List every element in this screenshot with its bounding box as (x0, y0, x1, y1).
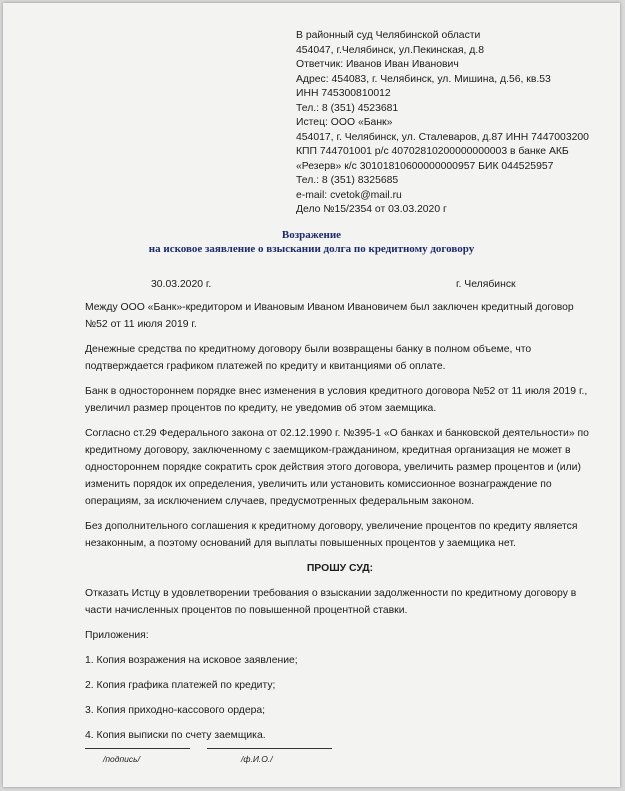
header-line: «Резерв» к/с 30101810600000000957 БИК 044525957 (296, 160, 554, 172)
body-paragraph: Без дополнительного соглашения к кредитному договору, увеличение процентов по кредиту является незаконным, а поэтому оснований для выплаты повышенных процентов у заемщика нет. (85, 521, 578, 549)
header-line: 454017, г. Челябинск, ул. Сталеваров, д.87 ИНН 7447003200 (296, 131, 589, 143)
title-main: Возражение (281, 229, 342, 241)
document-title (3, 228, 620, 256)
title-sub: на исковое заявление о взыскании долга по кредитному договору (148, 243, 475, 255)
header-line: Адрес: 454083, г. Челябинск, ул. Мишина, д.56, кв.53 (296, 73, 551, 85)
header-line: ИНН 745300810012 (296, 88, 391, 99)
body-paragraph: Согласно ст.29 Федерального закона от 02.12.1990 г. №395-1 «О банках и банковской деятельности» по кредитному договору, заключенному с заемщиком-гражданином, кредитная организация не может в одностороннем порядке сократить срок действия этого договора, увеличить размер процентов и (или) изменить порядок их определения, увеличить или установить комиссионное вознаграждение по операциям, за исключением случаев, предусмотренных федеральным законом. (85, 428, 589, 507)
header-line: КПП 744701001 р/с 40702810200000000003 в банке АКБ (296, 146, 569, 157)
attachment-item: 1. Копия возражения на исковое заявление; (85, 655, 298, 666)
name-label: /ф.И.О./ (241, 754, 273, 764)
header-line: Ответчик: Иванов Иван Иванович (296, 59, 459, 70)
body-paragraph: Денежные средства по кредитному договору были возвращены банку в полном объеме, что подтверждается графиком платежей по кредиту и квитанциями об оплате. (85, 344, 532, 372)
signature-line (85, 748, 190, 749)
addressee-header (296, 29, 618, 218)
body-paragraph: Банк в одностороннем порядке внес изменения в условия кредитного договора №52 от 11 июля 2019 г., увеличил размер процентов по кредиту, не уведомив об этом заемщика. (85, 386, 588, 414)
name-line (207, 748, 332, 749)
signature-area (85, 748, 385, 778)
attachments-heading: Приложения: (85, 630, 149, 641)
date-place-line (3, 279, 620, 293)
header-line: В районный суд Челябинской области (296, 30, 481, 41)
signature-label: /подпись/ (103, 754, 140, 764)
header-line: Истец: ООО «Банк» (296, 117, 393, 128)
attachment-item: 4. Копия выписки по счету заемщика. (85, 730, 266, 741)
body-paragraph: Между ООО «Банк»-кредитором и Ивановым Иваном Ивановичем был заключен кредитный договор №52 от 11 июля 2019 г. (85, 302, 574, 330)
header-line: e-mail: cvetok@mail.ru (296, 189, 402, 201)
document-page (3, 3, 620, 787)
attachment-item: 3. Копия приходно-кассового ордера; (85, 705, 266, 716)
document-city: г. Челябинск (456, 279, 516, 290)
header-line: 454047, г.Челябинск, ул.Пекинская, д.8 (296, 44, 485, 56)
document-body (85, 299, 595, 752)
request-text: Отказать Истцу в удовлетворении требования о взыскании задолженности по кредитному договору в части начисленных процентов по повышенной процентной ставки. (85, 588, 577, 616)
header-line: Тел.: 8 (351) 8325685 (296, 175, 399, 186)
attachment-item: 2. Копия графика платежей по кредиту; (85, 680, 276, 691)
header-line: Тел.: 8 (351) 4523681 (296, 102, 399, 114)
request-heading: ПРОШУ СУД: (306, 563, 374, 574)
header-line: Дело №15/2354 от 03.03.2020 г (296, 204, 447, 215)
document-date: 30.03.2020 г. (151, 279, 212, 290)
